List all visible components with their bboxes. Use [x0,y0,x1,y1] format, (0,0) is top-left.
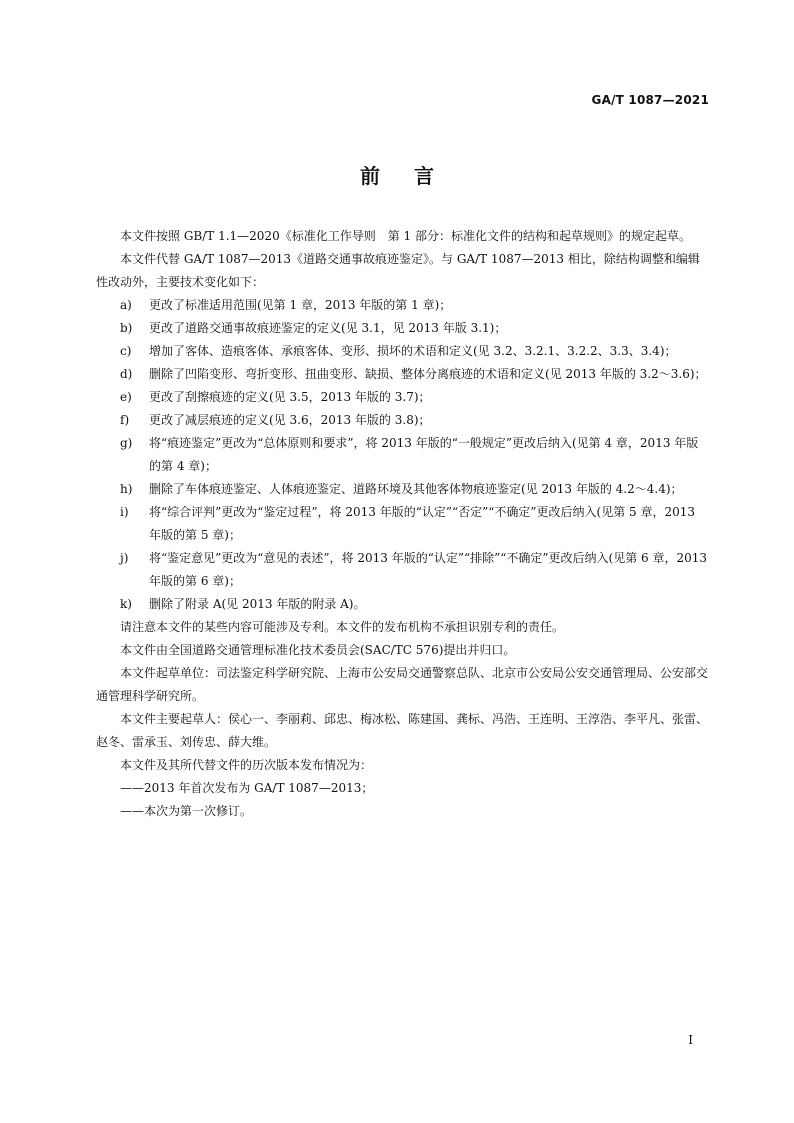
foreword-body [96,225,710,823]
list-item-text: 更改了减层痕迹的定义(见 3.6，2013 年版的 3.8)； [149,413,431,427]
list-item-text: 删除了附录 A(见 2013 年版的附录 A)。 [149,597,366,611]
list-item-text: 将“综合评判”更改为“鉴定过程”，将 2013 年版的“认定”“否定”“不确定”更改后纳入(见第 5 章，2013 年版的第 5 章)； [149,505,696,542]
list-item [96,363,710,386]
changes-list [96,294,710,616]
list-item-text: 将“痕迹鉴定”更改为“总体原则和要求”，将 2013 年版的“一般规定”更改后纳入(见第 4 章，2013 年版的第 4 章)； [149,436,699,473]
list-item-text: 将“鉴定意见”更改为“意见的表述”，将 2013 年版的“认定”“排除”“不确定”更改后纳入(见第 6 章，2013 年版的第 6 章)； [149,551,708,588]
list-item-text: 增加了客体、造痕客体、承痕客体、变形、损坏的术语和定义(见 3.2、3.2.1、3.2.2、3.3、3.4)； [149,344,677,358]
paragraph-replacement: 本文件代替 GA/T 1087—2013《道路交通事故痕迹鉴定》。与 GA/T 1087—2013 相比，除结构调整和编辑性改动外，主要技术变化如下： [96,252,700,289]
list-item [96,432,710,478]
list-item-label: j) [120,551,129,565]
list-item-label: i) [120,505,129,519]
paragraph-patent: 请注意本文件的某些内容可能涉及专利。本文件的发布机构不承担识别专利的责任。 [120,620,565,634]
list-item [96,501,710,547]
list-item [96,409,710,432]
history-item: ——2013 年首次发布为 GA/T 1087—2013； [120,781,374,795]
list-item-label: f) [120,413,130,427]
list-item-text: 更改了刮擦痕迹的定义(见 3.5，2013 年版的 3.7)； [149,390,431,404]
list-item-text: 删除了车体痕迹鉴定、人体痕迹鉴定、道路环境及其他客体物痕迹鉴定(见 2013 年版的 4.2～4.4)； [149,482,683,496]
list-item-label: g) [120,436,133,450]
list-item-label: d) [120,367,133,381]
document-code: GA/T 1087—2021 [591,93,709,107]
paragraph-history-intro: 本文件及其所代替文件的历次版本发布情况为： [120,758,373,772]
list-item-text: 更改了标准适用范围(见第 1 章，2013 年版的第 1 章)； [149,298,452,312]
list-item-label: k) [120,597,132,611]
list-item-text: 删除了凹陷变形、弯折变形、扭曲变形、缺损、整体分离痕迹的术语和定义(见 2013 年版的 3.2～3.6)； [149,367,707,381]
paragraph-committee: 本文件由全国道路交通管理标准化技术委员会(SAC/TC 576)提出并归口。 [120,643,516,657]
history-item: ——本次为第一次修订。 [120,804,253,818]
paragraph-drafters: 本文件主要起草人：侯心一、李丽莉、邱忠、梅冰松、陈建国、龚标、冯浩、王连明、王淳浩、李平凡、张雷、赵冬、雷承玉、刘传忠、薛大维。 [96,712,709,749]
paragraph-drafting-units: 本文件起草单位：司法鉴定科学研究院、上海市公安局交通警察总队、北京市公安局公安交通管理局、公安部交通管理科学研究所。 [96,666,709,703]
list-item [96,340,710,363]
list-item-label: h) [120,482,133,496]
list-item-label: a) [120,298,132,312]
list-item-label: b) [120,321,133,335]
list-item [96,478,710,501]
list-item [96,386,710,409]
paragraph-drafting-rules: 本文件按照 GB/T 1.1—2020《标准化工作导则 第 1 部分：标准化文件的结构和起草规则》的规定起草。 [120,229,691,243]
list-item [96,593,710,616]
list-item-label: c) [120,344,132,358]
list-item [96,294,710,317]
list-item-label: e) [120,390,132,404]
list-item [96,317,710,340]
list-item-text: 更改了道路交通事故痕迹鉴定的定义(见 3.1，见 2013 年版 3.1)； [149,321,507,335]
list-item [96,547,710,593]
page-number: I [688,1033,693,1047]
page-title: 前言 [360,164,468,188]
